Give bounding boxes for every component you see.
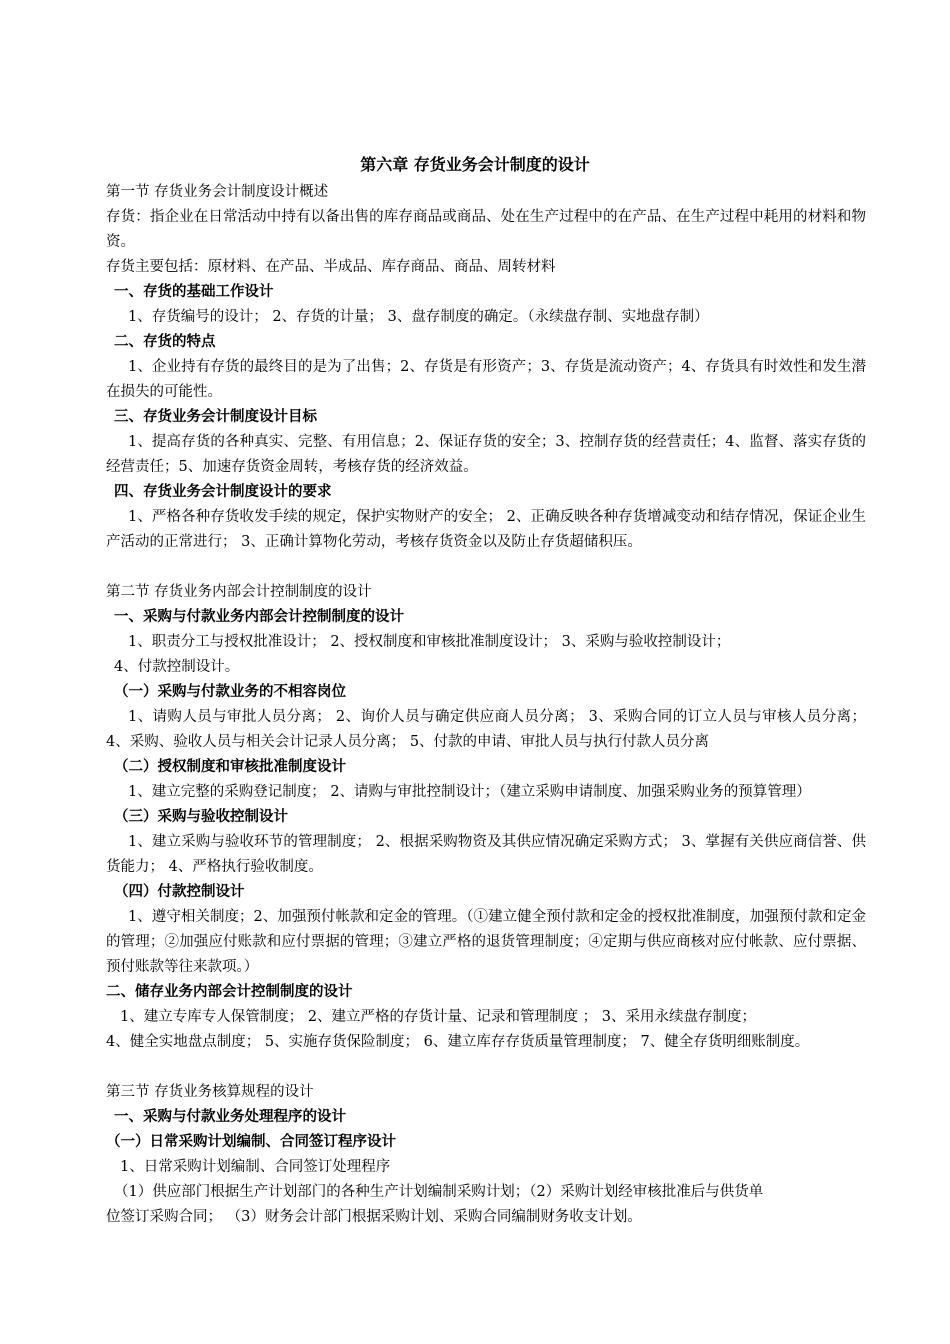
- s3-paragraph-line-2: 位签订采购合同； （3）财务会计部门根据采购计划、采购合同编制财务收支计划。: [106, 1209, 642, 1225]
- inventory-types: 存货主要包括：原材料、在产品、半成品、库存商品、商品、周转材料: [106, 259, 556, 275]
- s2-sub-1: （一）采购与付款业务的不相容岗位: [114, 684, 346, 700]
- s1-heading-2-text: 1、企业持有存货的最终目的是为了出售；2、存货是有形资产；3、存货是流动资产；4、存货具有时效性和发生潜在损失的可能性。: [106, 359, 866, 400]
- section-2-heading: 第二节 存货业务内部会计控制制度的设计: [106, 584, 372, 600]
- s3-sub-1-line: 1、日常采购计划编制、合同签订处理程序: [120, 1159, 391, 1175]
- s1-heading-1-text: 1、存货编号的设计； 2、存货的计量； 3、盘存制度的确定。（永续盘存制、实地盘存制）: [128, 309, 709, 325]
- document-body: [106, 180, 866, 1230]
- s2-heading-1-line-2: 4、付款控制设计。: [114, 659, 240, 675]
- s2-sub-4: （四）付款控制设计: [114, 884, 245, 900]
- s2-heading-2-line-2: 4、健全实地盘点制度； 5、实施存货保险制度； 6、建立库存存货质量管理制度； 7、健全存货明细账制度。: [106, 1034, 810, 1050]
- s3-sub-1: （一）日常采购计划编制、合同签订程序设计: [106, 1134, 396, 1150]
- s1-heading-2: 二、存货的特点: [114, 334, 216, 350]
- spacer: [106, 1055, 866, 1080]
- s3-heading-1: 一、采购与付款业务处理程序的设计: [114, 1109, 346, 1125]
- s3-paragraph-line-1: （1）供应部门根据生产计划部门的各种生产计划编制采购计划；（2）采购计划经审核批准后与供货单: [114, 1184, 764, 1200]
- s1-heading-4: 四、存货业务会计制度设计的要求: [114, 484, 332, 500]
- s1-heading-4-text: 1、严格各种存货收发手续的规定，保护实物财产的安全； 2、正确反映各种存货增减变动和结存情况，保证企业生产活动的正常进行； 3、正确计算物化劳动，考核存货资金以及防止存货超储积压。: [106, 509, 866, 550]
- s1-heading-1: 一、存货的基础工作设计: [114, 284, 274, 300]
- s2-sub-2: （二）授权制度和审核批准制度设计: [114, 759, 346, 775]
- chapter-title: 第六章 存货业务会计制度的设计: [360, 155, 590, 174]
- s2-sub-1-text: 1、请购人员与审批人员分离； 2、询价人员与确定供应商人员分离； 3、采购合同的订立人员与审核人员分离； 4、采购、验收人员与相关会计记录人员分离； 5、付款的申请、审批人员与执行付款人员分离: [106, 709, 866, 750]
- spacer: [106, 555, 866, 580]
- s2-heading-2-line-1: 1、建立专库专人保管制度； 2、建立严格的存货计量、记录和管理制度 ； 3、采用永续盘存制度；: [120, 1009, 756, 1025]
- s2-sub-2-text: 1、建立完整的采购登记制度； 2、请购与审批控制设计；（建立采购申请制度、加强采购业务的预算管理）: [128, 784, 811, 800]
- section-1-heading: 第一节 存货业务会计制度设计概述: [106, 184, 329, 200]
- s2-heading-2: 二、储存业务内部会计控制制度的设计: [106, 984, 353, 1000]
- inventory-definition: 存货：指企业在日常活动中持有以备出售的库存商品或商品、处在生产过程中的在产品、在生产过程中耗用的材料和物资。: [106, 209, 866, 250]
- section-3-heading: 第三节 存货业务核算规程的设计: [106, 1084, 314, 1100]
- s2-sub-3-text: 1、建立采购与验收环节的管理制度； 2、根据采购物资及其供应情况确定采购方式； 3、掌握有关供应商信誉、供货能力； 4、严格执行验收制度。: [106, 834, 866, 875]
- s2-sub-3: （三）采购与验收控制设计: [114, 809, 288, 825]
- s2-heading-1-line-1: 1、职责分工与授权批准设计； 2、授权制度和审核批准制度设计； 3、采购与验收控制设计；: [128, 634, 731, 650]
- s1-heading-3-text: 1、提高存货的各种真实、完整、有用信息；2、保证存货的安全；3、控制存货的经营责任；4、监督、落实存货的经营责任；5、加速存货资金周转，考核存货的经济效益。: [106, 434, 866, 475]
- s1-heading-3: 三、存货业务会计制度设计目标: [114, 409, 317, 425]
- s2-heading-1: 一、采购与付款业务内部会计控制制度的设计: [114, 609, 404, 625]
- s2-sub-4-text: 1、遵守相关制度；2、加强预付帐款和定金的管理。（①建立健全预付款和定金的授权批准制度，加强预付款和定金的管理；②加强应付账款和应付票据的管理；③建立严格的退货管理制度；④定期与供应商核对应付帐款、应付票据、预付账款等往来款项。）: [106, 909, 866, 975]
